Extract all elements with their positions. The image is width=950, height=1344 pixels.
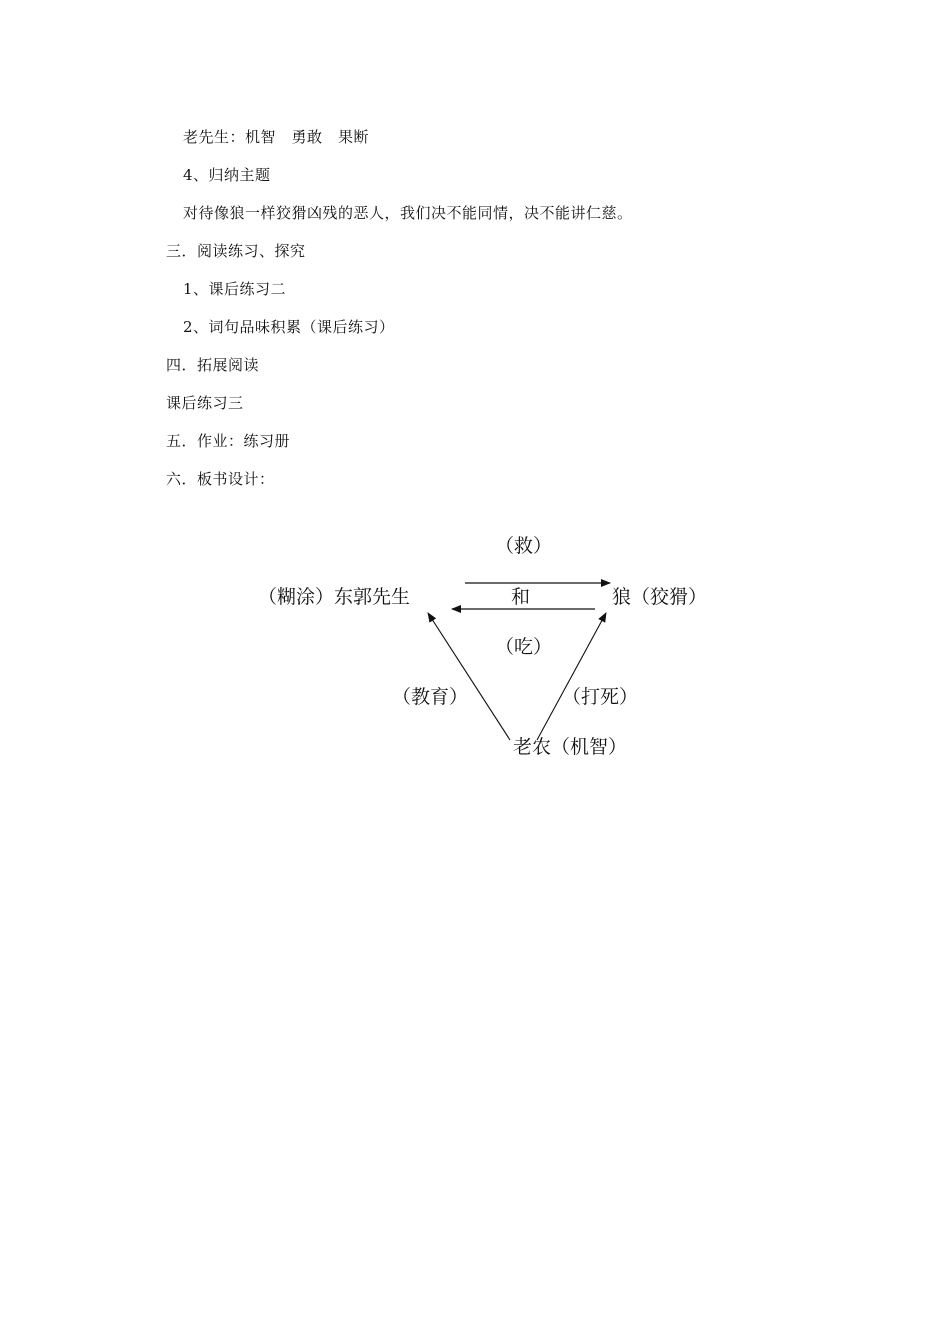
label-mr-dongguo: （糊涂）东郭先生 [258,586,411,608]
label-kill: （打死） [562,686,639,708]
text-line-exercise-three: 课后练习三 [166,394,244,412]
text-line-word-savoring: 2、词句品味积累（课后练习） [183,318,395,336]
heading-extended-reading: 四．拓展阅读 [166,356,260,374]
text-line-summarize-theme: 4、归纳主题 [183,166,271,184]
heading-homework: 五．作业：练习册 [166,432,291,450]
label-and: 和 [511,586,531,608]
blackboard-diagram [240,520,760,780]
label-old-farmer: 老农（机智） [513,736,628,758]
text-line-theme-statement: 对待像狼一样狡猾凶残的恶人，我们决不能同情，决不能讲仁慈。 [183,204,633,222]
arrow-kill [537,613,606,740]
label-save: （救） [495,535,553,557]
arrow-educate [428,613,510,740]
heading-reading-practice: 三．阅读练习、探究 [166,242,306,260]
text-line-exercise-two: 1、课后练习二 [183,280,287,298]
label-educate: （教育） [392,686,469,708]
heading-blackboard-design: 六．板书设计： [166,470,275,488]
label-wolf: 狼（狡猾） [612,586,708,608]
text-line-old-gentleman: 老先生：机智 勇敢 果断 [183,128,370,146]
label-eat: （吃） [495,636,553,658]
